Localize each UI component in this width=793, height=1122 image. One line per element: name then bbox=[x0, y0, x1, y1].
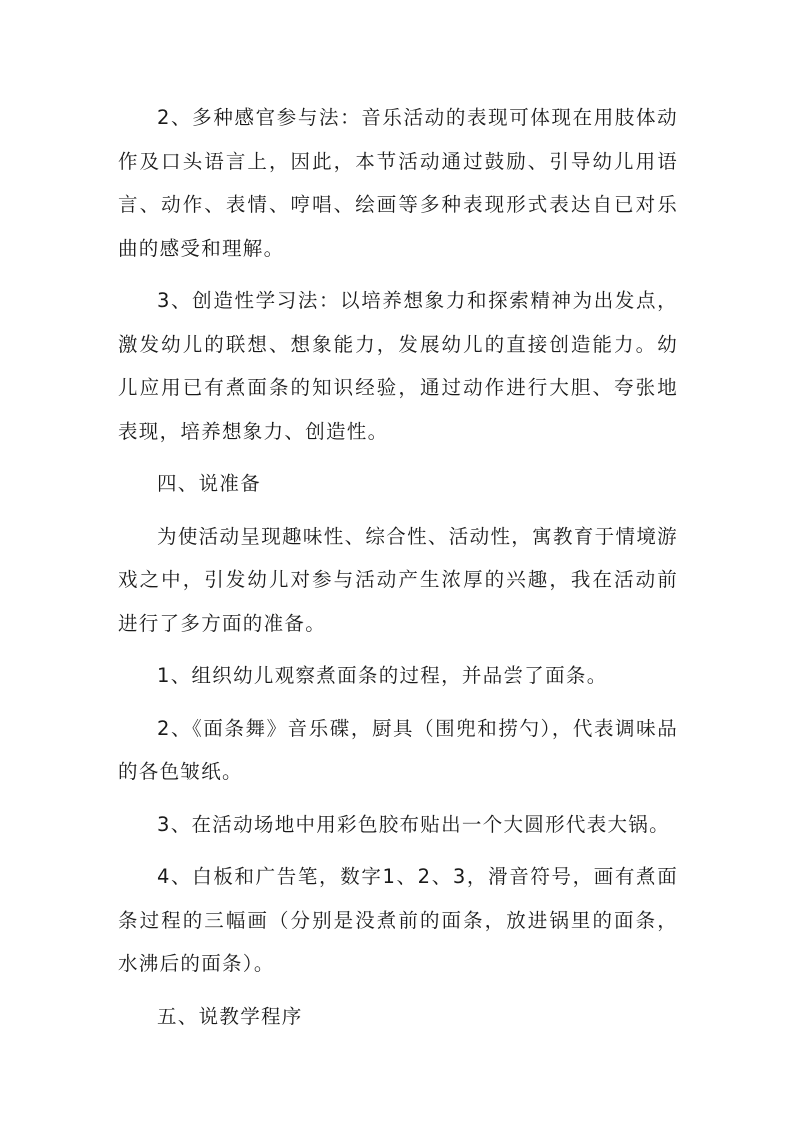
list-item-prep-4: 4、白板和广告笔，数字1、2、3，滑音符号，画有煮面条过程的三幅画（分别是没煮前的面条，放进锅里的面条，水沸后的面条）。 bbox=[118, 865, 678, 975]
section-heading-preparation: 四、说准备 bbox=[157, 472, 262, 495]
paragraph-preparation-intro: 为使活动呈现趣味性、综合性、活动性，寓教育于情境游戏之中，引发幼儿对参与活动产生浓厚的兴趣，我在活动前进行了多方面的准备。 bbox=[118, 524, 678, 635]
section-heading-teaching-procedure: 五、说教学程序 bbox=[157, 1004, 303, 1028]
list-item-prep-3: 3、在活动场地中用彩色胶布贴出一个大圆形代表大锅。 bbox=[157, 812, 670, 836]
document-body bbox=[118, 96, 678, 1038]
list-item-prep-1: 1、组织幼儿观察煮面条的过程，并品尝了面条。 bbox=[157, 664, 608, 687]
paragraph-creative-method: 3、创造性学习法：以培养想象力和探索精神为出发点，激发幼儿的联想、想象能力，发展幼儿的直接创造能力。幼儿应用已有煮面条的知识经验，通过动作进行大胆、夸张地表现，培养想象力、创造性。 bbox=[118, 289, 678, 443]
paragraph-sensory-method: 2、多种感官参与法：音乐活动的表现可体现在用肢体动作及口头语言上，因此，本节活动通过鼓励、引导幼儿用语言、动作、表情、哼唱、绘画等多种表现形式表达自已对乐曲的感受和理解。 bbox=[118, 106, 678, 260]
list-item-prep-2: 2、《面条舞》音乐碟，厨具（围兜和捞勺），代表调味品的各色皱纸。 bbox=[118, 716, 678, 783]
